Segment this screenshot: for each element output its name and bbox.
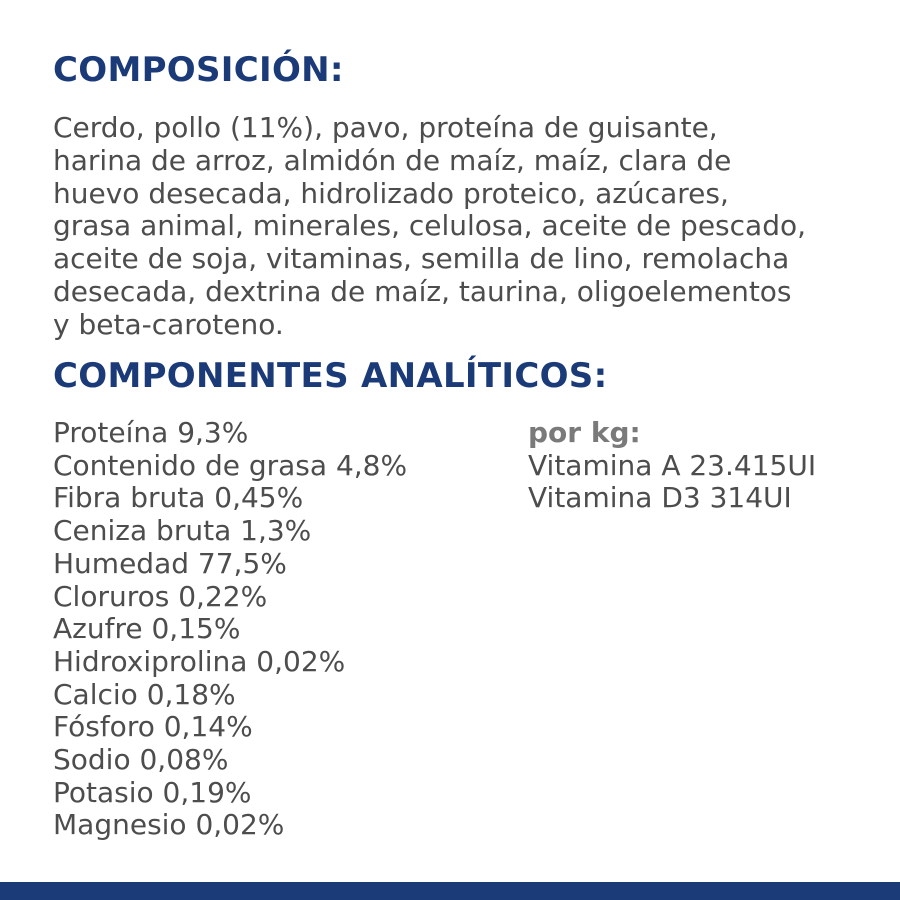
per-kg-title: por kg:	[528, 416, 641, 449]
per-kg-section	[528, 417, 816, 515]
per-kg-item-vitamina-a: Vitamina A 23.415UI	[528, 448, 817, 482]
analytics-list	[53, 417, 407, 842]
analytics-item-humedad: Humedad 77,5%	[53, 546, 287, 580]
analytics-item-grasa: Contenido de grasa 4,8%	[53, 448, 408, 482]
analytics-item-sodio: Sodio 0,08%	[53, 743, 229, 777]
composition-heading: COMPOSICIÓN:	[53, 50, 344, 90]
footer-bar	[0, 882, 900, 900]
analytics-item-fosforo: Fósforo 0,14%	[53, 710, 253, 744]
composition-text: Cerdo, pollo (11%), pavo, proteína de guisante, harina de arroz, almidón de maíz, maíz, clara de huevo desecada, hidrolizado proteico, azúcares, grasa animal, minerales, celulosa, aceite de pescado, aceite de soja, vitaminas, semilla de lino, remolacha desecada, dextrina de maíz, taurina, oligoelementos y beta-caroteno.	[53, 111, 806, 341]
analytics-item-azufre: Azufre 0,15%	[53, 612, 241, 646]
per-kg-item-vitamina-d3: Vitamina D3 314UI	[528, 481, 792, 515]
analytics-item-hidroxiprolina: Hidroxiprolina 0,02%	[53, 644, 346, 678]
analytics-item-ceniza: Ceniza bruta 1,3%	[53, 514, 312, 548]
analytics-heading: COMPONENTES ANALÍTICOS:	[53, 356, 608, 396]
analytics-item-magnesio: Magnesio 0,02%	[53, 808, 285, 842]
analytics-item-cloruros: Cloruros 0,22%	[53, 579, 268, 613]
analytics-item-calcio: Calcio 0,18%	[53, 677, 236, 711]
per-kg-list	[528, 450, 816, 515]
analytics-item-proteina: Proteína 9,3%	[53, 416, 249, 449]
analytics-item-potasio: Potasio 0,19%	[53, 775, 252, 809]
analytics-item-fibra: Fibra bruta 0,45%	[53, 481, 304, 515]
